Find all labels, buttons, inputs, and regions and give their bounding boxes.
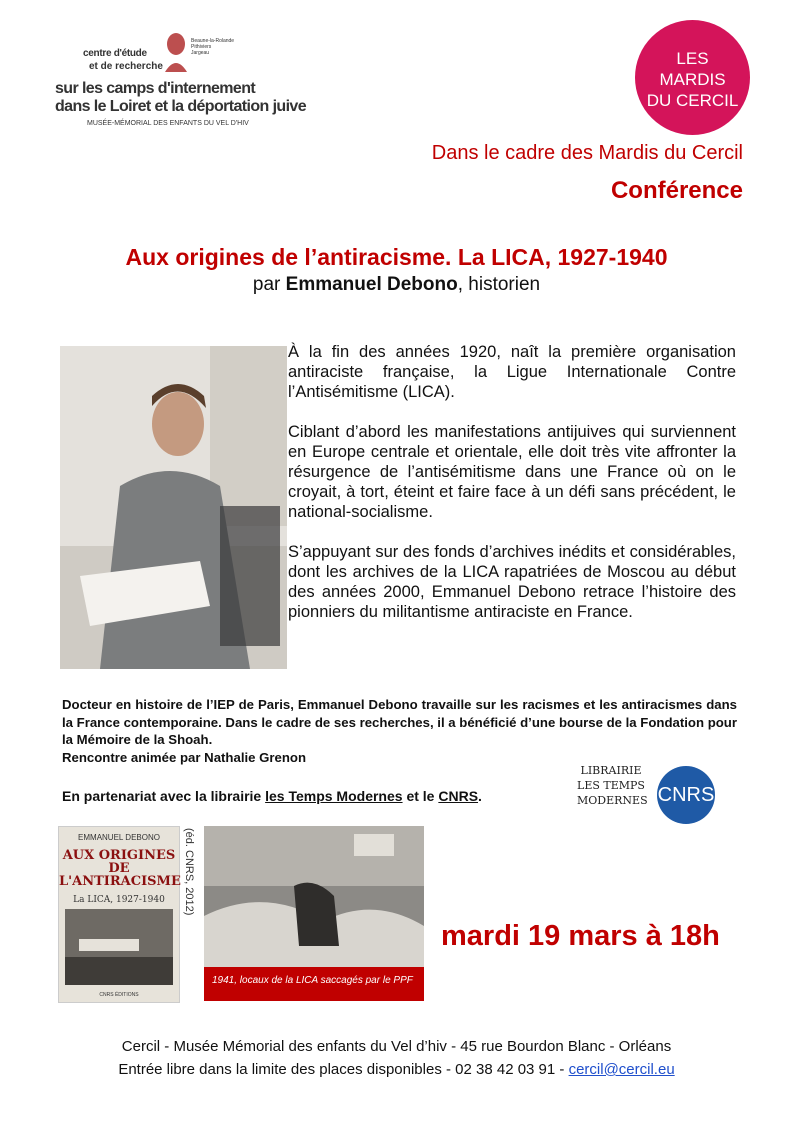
archive-photo xyxy=(204,826,424,967)
description-paragraph: S’appuyant sur des fonds d’archives inédits et considérables, dont les archives de la LICA rapatriées de Moscou au début des années 2000, Emmanuel Debono retrace l’histoire des pionniers du militantisme antiraciste en France. xyxy=(288,543,736,621)
logo-line: et de recherche xyxy=(89,61,163,72)
event-title: Aux origines de l’antiracisme. La LICA, 1927-1940 xyxy=(125,244,668,270)
moderator-line: Rencontre animée par Nathalie Grenon xyxy=(62,749,307,765)
book-title xyxy=(59,849,179,888)
bookshop-link[interactable]: les Temps Modernes xyxy=(265,788,403,804)
description-paragraph: À la fin des années 1920, naît la première organisation antiraciste française, la Ligue Internationale Contre l’Antisémitisme (LICA). xyxy=(288,343,736,401)
event-date: mardi 19 mars à 18h xyxy=(441,920,720,952)
partnership-middle: et le xyxy=(402,788,439,804)
mardis-du-cercil-logo xyxy=(635,20,750,135)
event-description xyxy=(288,342,736,642)
librairie-logo-line: MODERNES xyxy=(577,794,648,807)
speaker-role: , historien xyxy=(457,274,541,295)
logo-tiny-line: Jargeau xyxy=(191,50,210,56)
context-line: Dans le cadre des Mardis du Cercil xyxy=(431,142,743,164)
mardis-logo-line: DU CERCIL xyxy=(646,91,739,110)
cnrs-link[interactable]: CNRS xyxy=(438,788,479,804)
librairie-logo-line: LES TEMPS xyxy=(577,779,645,792)
speaker-name: Emmanuel Debono xyxy=(285,274,458,295)
partnership-suffix: . xyxy=(478,788,482,804)
partnership-line xyxy=(62,788,482,804)
logo-line: MUSÉE-MÉMORIAL DES ENFANTS DU VEL D'HIV xyxy=(87,120,249,127)
footer-info xyxy=(0,1061,793,1078)
librairie-logo-line: LIBRAIRIE xyxy=(580,764,642,777)
book-publisher: CNRS ÉDITIONS xyxy=(99,992,139,998)
cnrs-logo xyxy=(657,766,715,824)
speaker-bio xyxy=(62,696,737,766)
logo-line: centre d'étude xyxy=(83,48,147,59)
book-cover-photo xyxy=(65,909,173,985)
mardis-logo-line: LES xyxy=(676,49,709,68)
speaker-photo xyxy=(60,346,287,669)
logo-line: dans le Loiret et la déportation juive xyxy=(55,98,307,115)
partnership-prefix: En partenariat avec la librairie xyxy=(62,788,266,804)
cnrs-logo-text: CNRS xyxy=(657,784,715,806)
portrait-logo-icon xyxy=(163,30,189,72)
email-link[interactable]: cercil@cercil.eu xyxy=(568,1061,675,1078)
logo-tiny-line: Pithiviers xyxy=(191,44,212,50)
logo-line: sur les camps d'internement xyxy=(55,80,256,97)
mardis-logo-line: MARDIS xyxy=(659,70,726,89)
logo-tiny-line: Beaune-la-Rolande xyxy=(191,38,235,44)
librairie-logo xyxy=(577,763,648,823)
book-title-line: L'ANTIRACISME xyxy=(59,874,181,889)
footer-info-text: Entrée libre dans la limite des places disponibles - 02 38 42 03 91 - xyxy=(118,1061,569,1078)
by-prefix: par xyxy=(252,274,281,295)
book-author: EMMANUEL DEBONO xyxy=(78,833,160,842)
book-cover xyxy=(58,826,180,1003)
cercil-logo xyxy=(55,30,307,140)
book-title-line: AUX ORIGINES xyxy=(62,848,176,863)
photo-caption: 1941, locaux de la LICA saccagés par le PPF xyxy=(204,967,424,1001)
byline xyxy=(0,274,793,296)
bio-text: Docteur en histoire de l’IEP de Paris, Emmanuel Debono travaille sur les racismes et les antiracismes dans la France contemporaine. Dans le cadre de ses recherches, il a bénéficié d’une bourse de la Fondation pour la Mémoire de la Shoah. xyxy=(62,697,737,747)
description-paragraph: Ciblant d’abord les manifestations antijuives qui surviennent en Europe centrale et orientale, elle doit très vite affronter la résurgence de l’antisémitisme dans une France où on le croyait, à tort, éteint et faire face à un défi sans précédent, le national-socialisme. xyxy=(288,423,736,521)
book-subtitle: La LICA, 1927-1940 xyxy=(73,895,165,905)
footer-address: Cercil - Musée Mémorial des enfants du Vel d’hiv - 45 rue Bourdon Blanc - Orléans xyxy=(121,1038,672,1055)
book-title-line: DE xyxy=(108,861,130,876)
event-type: Conférence xyxy=(610,177,743,204)
edition-note: (éd. CNRS, 2012) xyxy=(183,828,195,916)
